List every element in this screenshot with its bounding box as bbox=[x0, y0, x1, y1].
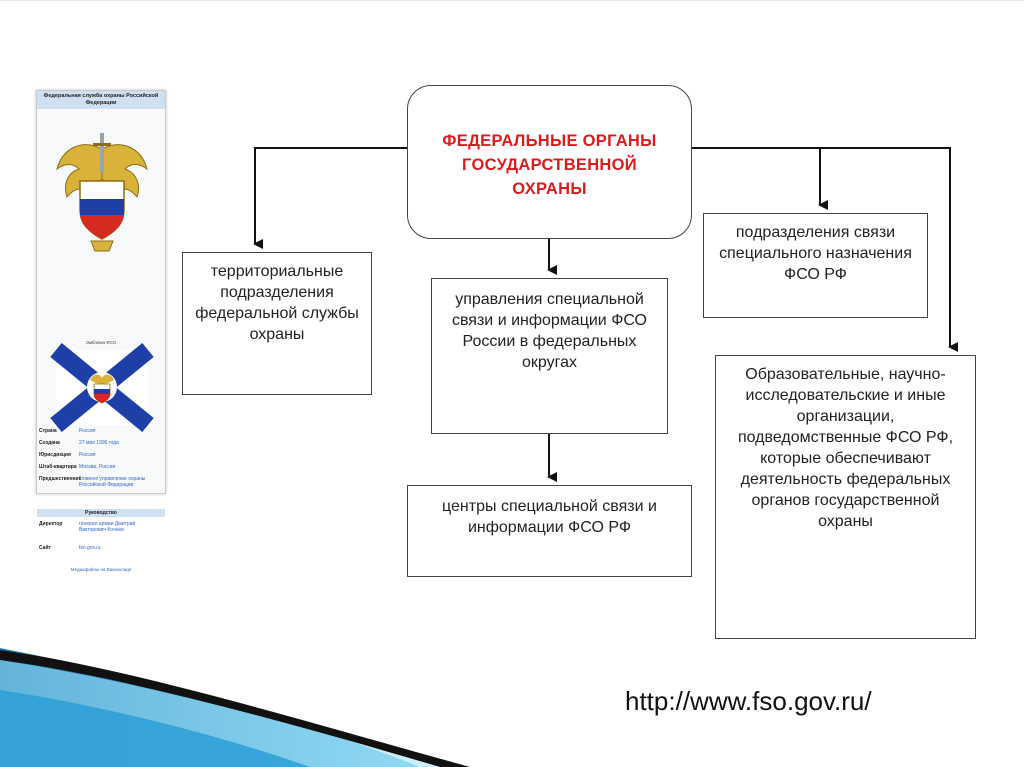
node-territorial bbox=[182, 252, 372, 395]
node-upravlenia bbox=[431, 278, 668, 434]
node-centry bbox=[407, 485, 692, 577]
node-podrazd bbox=[703, 213, 928, 318]
node-label: управления специальной связи и информации ФСО России в федеральных округах bbox=[451, 291, 647, 371]
node-label: центры специальной связи и информации ФСО РФ bbox=[442, 498, 657, 536]
node-label: Образовательные, научно-исследовательские и иные организации, подведомственные ФСО РФ, которые обеспечивают деятельность федеральных органов государственной охраны bbox=[737, 366, 954, 530]
row-key: Страна bbox=[39, 428, 57, 434]
row-key: Сайт bbox=[39, 545, 51, 551]
row-key: Директор bbox=[39, 521, 63, 527]
row-value[interactable]: Главное управление охраны Российской Федерации bbox=[79, 476, 146, 488]
row-value[interactable]: fso.gov.ru bbox=[79, 545, 101, 551]
node-obraz bbox=[715, 355, 976, 639]
wikimedia-link[interactable]: Медиафайлы на Викискладе bbox=[70, 567, 132, 572]
row-key: Создана bbox=[39, 440, 60, 446]
fso-url-link[interactable]: http://www.fso.gov.ru/ bbox=[625, 686, 872, 716]
emblem-caption: Эмблема ФСО bbox=[85, 340, 117, 345]
row-value[interactable]: Россия bbox=[79, 428, 96, 434]
row-key: Предшественник bbox=[39, 476, 82, 482]
row-value[interactable]: Москва, Россия bbox=[79, 464, 116, 470]
node-label: территориальные подразделения федеральной службы охраны bbox=[195, 263, 359, 343]
root-node bbox=[407, 85, 692, 239]
row-value[interactable]: генерал армии Дмитрий Викторович Кочнев bbox=[79, 521, 136, 533]
row-value[interactable]: 27 мая 1996 года bbox=[79, 440, 119, 446]
root-label: ФЕДЕРАЛЬНЫЕ ОРГАНЫ ГОСУДАРСТВЕННОЙ ОХРАНЫ bbox=[442, 132, 657, 198]
infobox-title: Федеральная служба охраны Российской Федерации bbox=[37, 91, 165, 109]
row-value[interactable]: Россия bbox=[79, 452, 96, 458]
row-key: Юрисдикция bbox=[39, 452, 71, 458]
arrow-to-territorial bbox=[255, 148, 407, 244]
node-label: подразделения связи специального назначения ФСО РФ bbox=[719, 224, 912, 283]
row-key: Штаб-квартира bbox=[39, 464, 77, 470]
leadership-header: Руководство bbox=[37, 509, 165, 517]
